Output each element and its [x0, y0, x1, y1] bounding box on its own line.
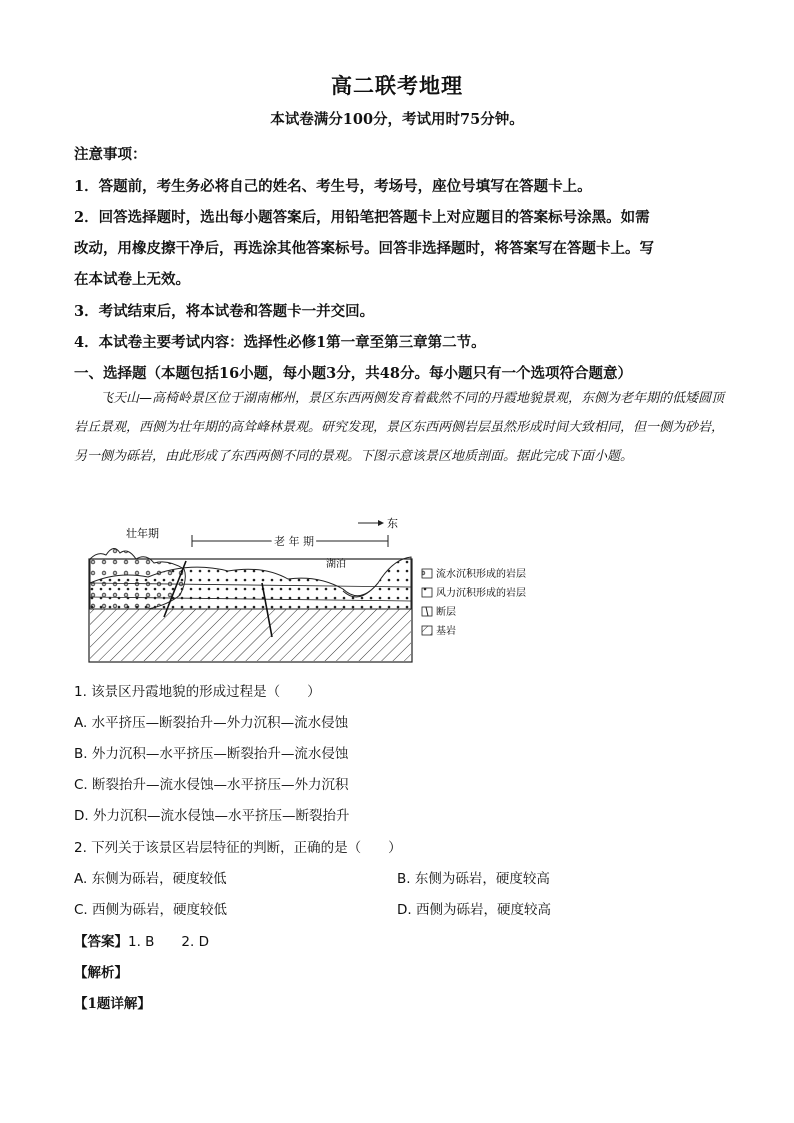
notice-line-4: 在本试卷上无效。 [74, 271, 190, 288]
detail-line [74, 992, 151, 1012]
detail-label: 【1题详解】 [74, 996, 151, 1012]
page-title: 高二联考地理 [331, 73, 463, 98]
exam-info: 本试卷满分100分，考试用时75分钟。 [270, 111, 524, 128]
question-1-option-b: B. 外力沉积—水平挤压—断裂抬升—流水侵蚀 [74, 746, 349, 762]
notice-line-6: 4．本试卷主要考试内容：选择性必修1第一章至第三章第二节。 [74, 334, 486, 351]
notice-line-1: 1．答题前，考生务必将自己的姓名、考生号，考场号，座位号填写在答题卡上。 [74, 178, 592, 195]
analysis-line [74, 961, 128, 981]
label-old-stage: 老 年 期 [274, 535, 314, 548]
label-young-stage: 壮年期 [126, 527, 159, 540]
legend-bedrock: 基岩 [436, 626, 456, 637]
legend-wind-deposit: 风力沉积形成的岩层 [436, 588, 526, 599]
passage-text: 飞天山—高椅岭景区位于湖南郴州，景区东西两侧发育着截然不同的丹霞地貌景观，东侧为老年期的低矮圆顶岩丘景观，西侧为壮年期的高耸峰林景观。研究发现，景区东西两侧岩层虽然形成时间大致相同，但一侧为砂岩，另一侧为砾岩，由此形成了东西两侧不同的景观。下图示意该景区地质剖面。据此完成下面小题。 [74, 391, 725, 464]
question-2-stem: 2. 下列关于该景区岩层特征的判断，正确的是（ ） [74, 840, 402, 856]
answer-text: 1. B 2. D [128, 934, 209, 950]
question-1-option-d: D. 外力沉积—流水侵蚀—水平挤压—断裂抬升 [74, 808, 350, 824]
question-2-option-c: C. 西侧为砾岩，硬度较低 [74, 902, 228, 918]
question-2-option-b: B. 东侧为砾岩，硬度较高 [397, 871, 550, 887]
question-2-option-a: A. 东侧为砾岩，硬度较低 [74, 871, 227, 887]
section-heading: 一、选择题（本题包括16小题，每小题3分，共48分。每小题只有一个选项符合题意） [74, 365, 632, 382]
question-1-option-c: C. 断裂抬升—流水侵蚀—水平挤压—外力沉积 [74, 777, 349, 793]
legend-water-deposit: 流水沉积形成的岩层 [436, 569, 526, 580]
question-1-option-a: A. 水平挤压—断裂抬升—外力沉积—流水侵蚀 [74, 715, 349, 731]
analysis-label: 【解析】 [74, 965, 128, 981]
label-lake: 湖泊 [326, 559, 346, 570]
notice-line-2: 2．回答选择题时，选出每小题答案后，用铅笔把答题卡上对应题目的答案标号涂黑。如需 [74, 209, 650, 226]
notice-line-5: 3．考试结束后，将本试卷和答题卡一并交回。 [74, 303, 375, 320]
answer-label: 【答案】 [74, 934, 128, 950]
legend-fault: 断层 [436, 607, 456, 618]
question-2-option-d: D. 西侧为砾岩，硬度较高 [397, 902, 551, 918]
reading-passage [74, 384, 724, 471]
question-1-stem: 1. 该景区丹霞地貌的形成过程是（ ） [74, 684, 321, 700]
notice-heading: 注意事项： [74, 146, 147, 163]
answer-line [74, 930, 209, 950]
bedrock-layer [90, 609, 411, 661]
geologic-profile-figure [88, 513, 548, 663]
label-east: 东 [387, 517, 398, 530]
notice-line-3: 改动，用橡皮擦干净后，再选涂其他答案标号。回答非选择题时，将答案写在答题卡上。写 [74, 240, 654, 257]
